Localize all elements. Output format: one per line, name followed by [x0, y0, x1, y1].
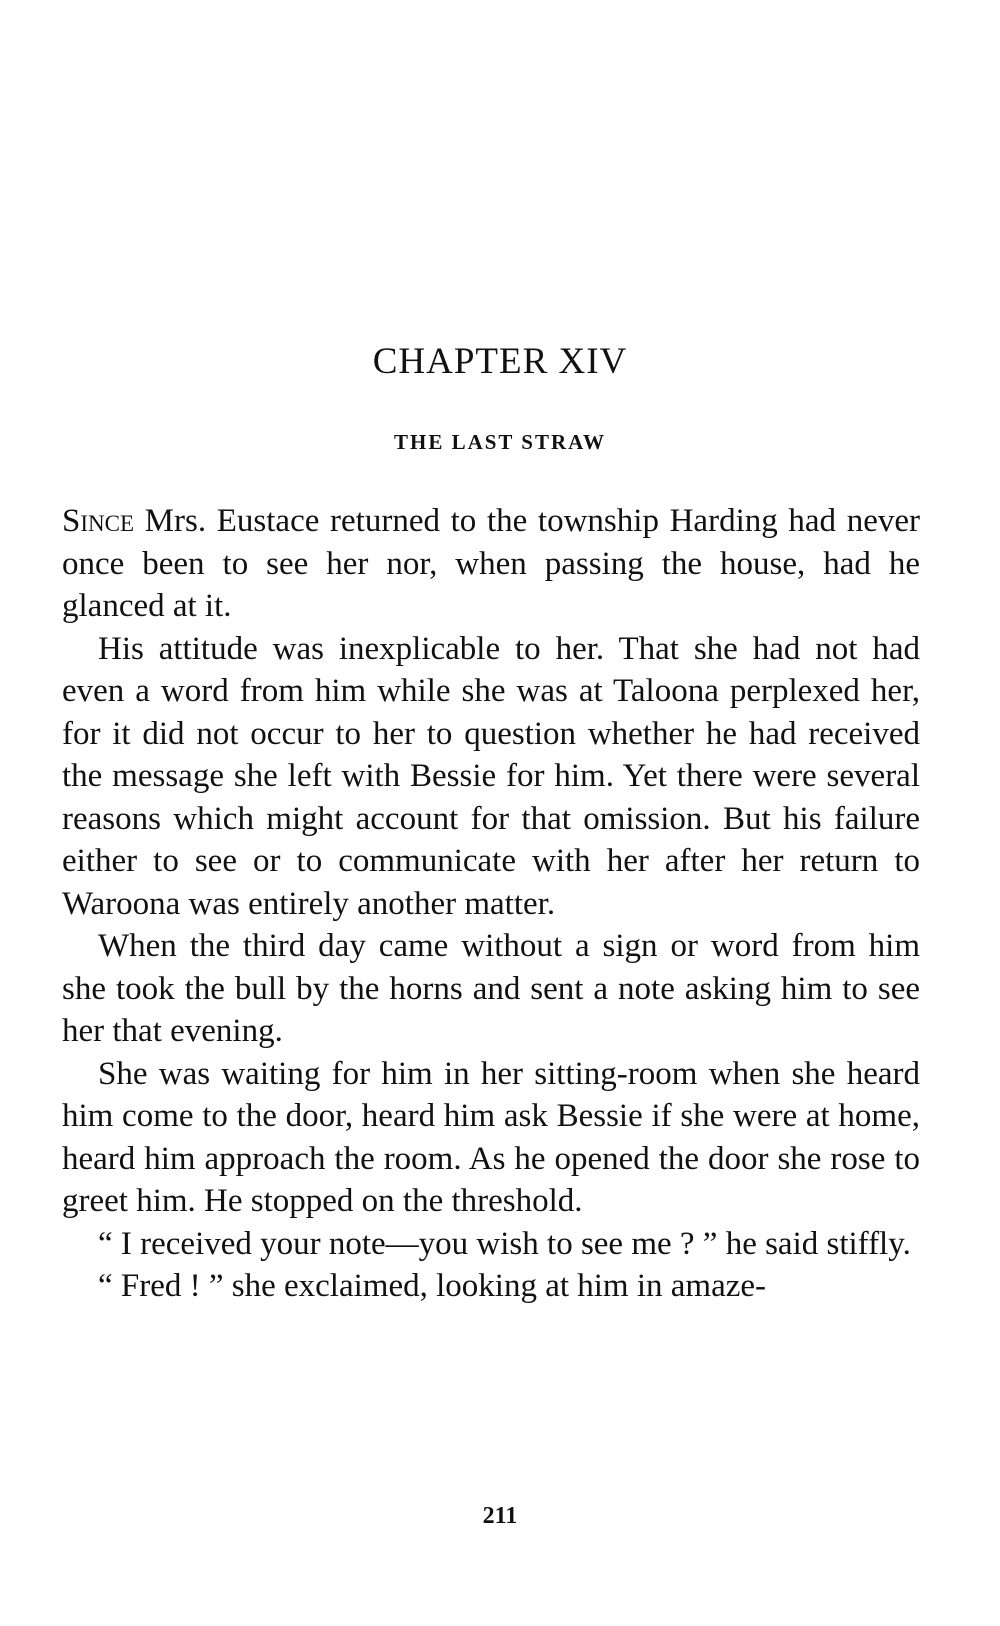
paragraph-5: “ I received your note—you wish to see me ? ” he said stiffly. [98, 1225, 911, 1262]
chapter-body [62, 500, 920, 1308]
paragraph-3: When the third day came without a sign or word from him she took the bull by the horns and sent a note asking him to see her that evening. [62, 928, 920, 1049]
page-number: 211 [482, 1503, 518, 1529]
paragraph-2: His attitude was inexplicable to her. That she had not had even a word from him while she was at Taloona perplexed her, for it did not occur to her to question whether he had received the message she left with Bessie for him. Yet there were several reasons which might account for that omission. But his failure either to see or to communicate with her after her return to Waroona was entirely another matter. [62, 630, 920, 922]
chapter-title: CHAPTER XIV [372, 341, 628, 382]
paragraph-1 [62, 500, 920, 628]
paragraph-1-text: Mrs. Eustace returned to the township Harding had never once been to see her nor, when passing the house, had he glanced at it. [62, 503, 920, 624]
paragraph-1-lead: Since [62, 503, 135, 539]
paragraph-6: “ Fred ! ” she exclaimed, looking at him in amaze- [98, 1268, 767, 1304]
paragraph-4: She was waiting for him in her sitting-room when she heard him come to the door, heard him ask Bessie if she were at home, heard him approach the room. As he opened the door she rose to greet him. He stopped on the threshold. [62, 1055, 920, 1219]
chapter-subtitle: THE LAST STRAW [393, 430, 607, 454]
